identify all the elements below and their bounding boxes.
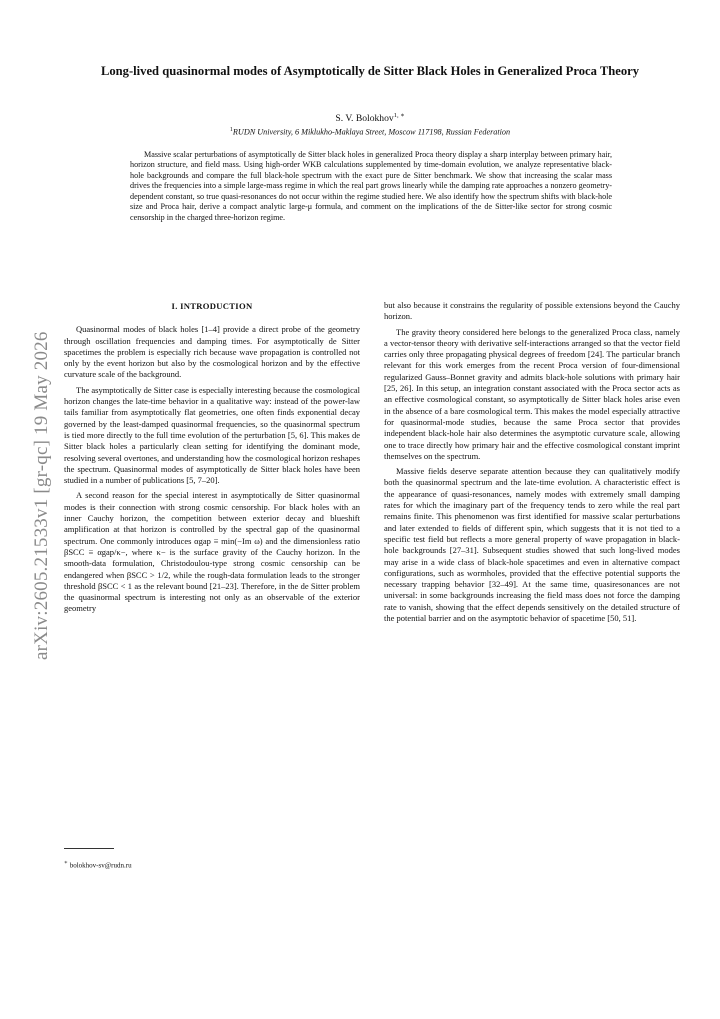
body-paragraph: A second reason for the special interest in asymptotically de Sitter quasinormal modes is their connection with strong cosmic censorship. For black holes with an inner Cauchy horizon, the competition between exterior decay and blueshift amplification at that horizon is controlled by the spectral gap of the quasinormal spectrum. One commonly introduces αgap ≡ min(−Im ω) and the dimensionless ratio βSCC ≡ αgap/κ−, where κ− is the surface gravity of the Cauchy horizon. In the smooth-data formulation, Christodoulou-type strong cosmic censorship can be endangered when βSCC > 1/2, while the rough-data formulation leads to the stronger threshold βSCC < 1 as the relevant bound [21–23]. Therefore, in the de Sitter problem the quasinormal spectrum is interesting not only as an observable of the exterior geometry — [64, 490, 360, 614]
affiliation-line — [60, 127, 680, 137]
body-paragraph: The asymptotically de Sitter case is especially interesting because the cosmological horizon changes the late-time behavior in a qualitative way: instead of the power-law tails familiar from asymptotically flat geometries, one often finds exponential decay governed by the least-damped quasinormal frequencies, so the quasinormal spectrum is tied more directly to the full time evolution of the perturbation [5, 6]. This makes de Sitter black holes a particularly clean setting for identifying the dominant mode, resolving several overtones, and understanding how the cosmological horizon reshapes the spectrum. Quasinormal modes of asymptotically de Sitter black holes have been studied in a number of publications [5, 7–20]. — [64, 384, 361, 486]
paper-title: Long-lived quasinormal modes of Asymptotically de Sitter Black Holes in Generalized Proca Theory — [100, 64, 640, 78]
left-column — [64, 300, 360, 619]
right-column — [384, 300, 680, 628]
footnote-divider — [64, 848, 114, 849]
arxiv-identifier[interactable]: arXiv:2605.21533v1 [gr-qc] 19 May 2026 — [31, 331, 52, 660]
footnote-email-link[interactable]: bolokhov-sv@rudn.ru — [69, 861, 132, 870]
body-paragraph: Massive fields deserve separate attention because they can qualitatively modify both the quasinormal spectrum and the late-time evolution. A characteristic effect is the appearance of quasi-resonances, namely modes with extremely small damping rates for which the imaginary part of the frequency tends to zero while the real part remains finite. This phenomenon was first identified for massive scalar perturbations and later extended to fields of different spin, which suggests that it is not tied to a specific test field but reflects a more general property of wave propagation in black-hole backgrounds [27–31]. Subsequent studies showed that such long-lived modes may arise in a wide class of black-hole spacetimes and even in alternative compact configurations, such as wormholes, provided that the effective potential supports the necessary trapping behavior [32–49]. At the same time, quasiresonances are not universal: in some backgrounds increasing the field mass does not force the damping rate to vanish, showing that the effect depends sensitively on the detailed structure of the potential barrier and on the asymptotic behavior of spacetime [50, 51]. — [384, 466, 680, 624]
abstract: Massive scalar perturbations of asymptotically de Sitter black holes in generalized Proca theory display a sharp interplay between primary hair, horizon structure, and field mass. Using high-order WKB calculations supplemented by time-domain evolution, we analyze representative black-hole backgrounds and compare the full black-hole spectrum with the exact pure de Sitter benchmark. We show that increasing the scalar mass drives the frequencies into a simple large-mass regime in which the real part grows linearly while the damping rate approaches a nonzero geometry-dependent constant, so true quasi-resonances do not occur within the regime studied here. We also identify how the spectrum shifts with black-hole size and Proca hair, derive a compact analytic large-μ formula, and comment on the implications of the de Sitter-like sector for strong cosmic censorship in the charged three-horizon regime. — [130, 150, 612, 222]
author-line — [60, 111, 680, 124]
body-paragraph: but also because it constrains the regularity of possible extensions beyond the Cauchy horizon. — [384, 300, 680, 322]
section-heading: I. INTRODUCTION — [171, 301, 253, 311]
footnote-mark: ∗ — [64, 860, 68, 866]
body-paragraph: The gravity theory considered here belongs to the generalized Proca class, namely a vector-tensor theory with derivative self-interactions arranged so that the vector field carries only three propagating physical degrees of freedom [24]. The particular branch relevant for this work emerges from the recent Proca version of four-dimensional regularized Gauss–Bonnet gravity and admits black-hole solutions with primary hair [25, 26]. In this setup, an integration constant associated with the Proca sector acts as an effective cosmological constant, so asymptotically de Sitter black holes arise even in the absence of a bare cosmological term. This makes the model especially attractive for quasinormal-mode studies, because the same Proca sector that provides independent black-hole hair also determines the asymptotic curvature scale, allowing one to trace directly how primary hair and the effective cosmological constant imprint themselves on the spectrum. — [384, 326, 680, 461]
affiliation-text: RUDN University, 6 Miklukho-Maklaya Street, Moscow 117198, Russian Federation — [232, 127, 511, 137]
body-paragraph: Quasinormal modes of black holes [1–4] provide a direct probe of the geometry through oscillation frequencies and damping times. For asymptotically de Sitter spacetimes the problem is especially rich because wave propagation is controlled not only by the event horizon but also by the cosmological horizon and by the effective curvature scale of the background. — [64, 324, 360, 380]
affiliation-mark: 1 — [229, 127, 233, 133]
author-name: S. V. Bolokhov — [335, 113, 394, 125]
author-marks: 1, ∗ — [393, 112, 405, 119]
footnote — [64, 860, 360, 869]
